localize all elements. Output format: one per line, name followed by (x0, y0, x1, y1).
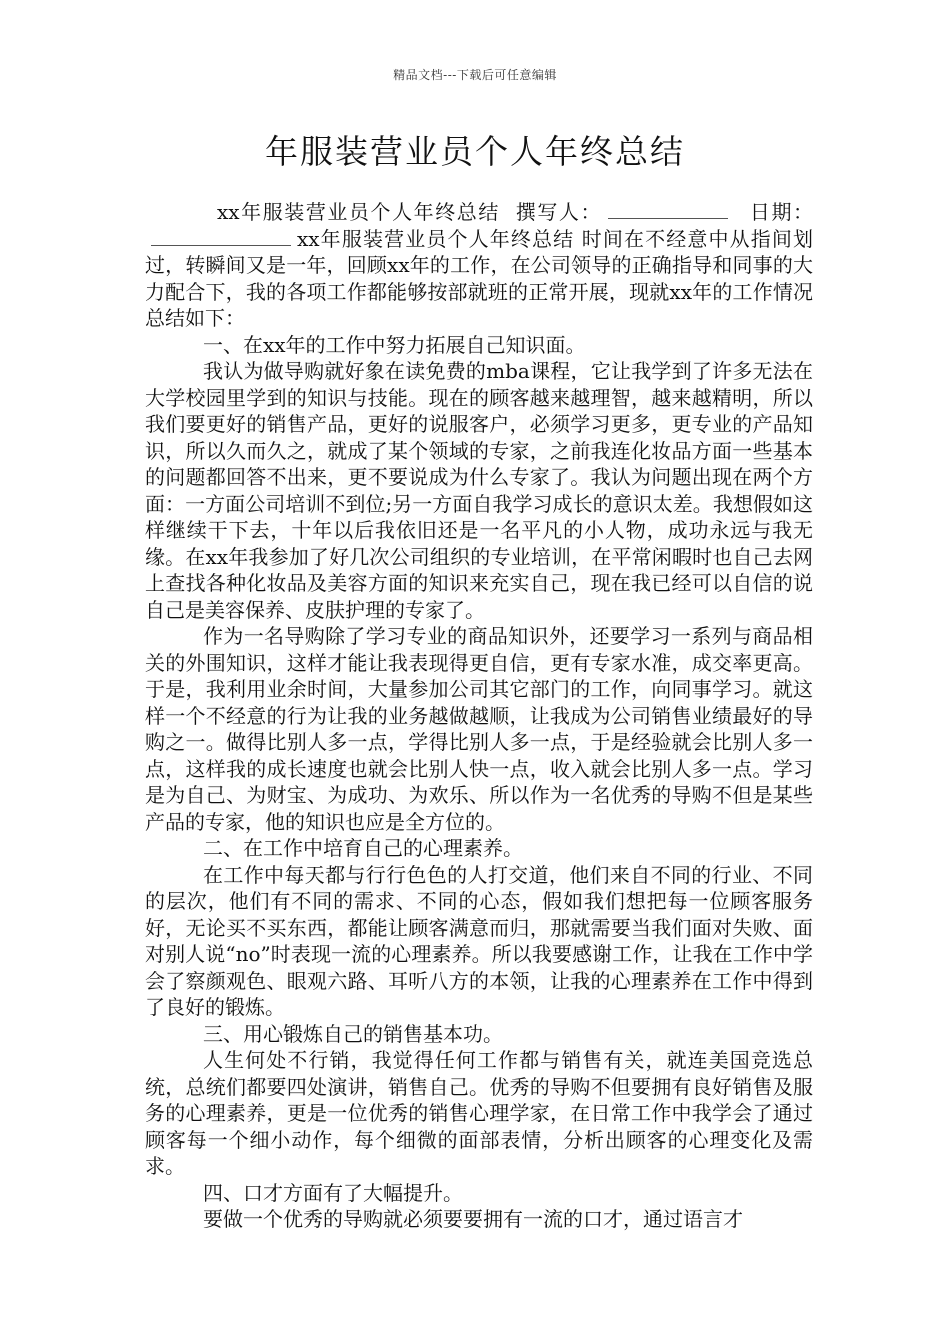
section-heading: 三、用心锻炼自己的销售基本功。 (203, 1021, 503, 1046)
section-heading: 二、在工作中培育自己的心理素养。 (203, 836, 523, 860)
date-label: 日期： (749, 200, 814, 224)
paragraph-list (145, 332, 813, 1233)
lead-text: xx年服装营业员个人年终总结 时间在不经意中从指间划过，转瞬间又是一年，回顾xx年的工作，在公司领导的正确指导和同事的大力配合下，我的各项工作都能够按部就班的正常开展，现就xx年的工作情况总结如下： (145, 226, 813, 330)
author-blank (608, 200, 728, 219)
document-body (145, 199, 813, 1233)
body-paragraph: 要做一个优秀的导购就必须要要拥有一流的口才，通过语言才 (203, 1207, 743, 1231)
body-paragraph: 我认为做导购就好象在读免费的mba课程，它让我学到了许多无法在大学校园里学到的知识与技能。现在的顾客越来越理智，越来越精明，所以我们要更好的销售产品，更好的说服客户，必须学习更多，更专业的产品知识，所以久而久之，就成了某个领域的专家，之前我连化妆品方面一些基本的问题都回答不出来，更不要说成为什么专家了。我认为问题出现在两个方面：一方面公司培训不到位;另一方面自我学习成长的意识太差。我想假如这样继续干下去，十年以后我依旧还是一名平凡的小人物，成功永远与我无缘。在xx年我参加了好几次公司组织的专业培训，在平常闲暇时也自己去网上查找各种化妆品及美容方面的知识来充实自己，现在我已经可以自信的说自己是美容保养、皮肤护理的专家了。 (145, 359, 813, 622)
meta-line (145, 199, 813, 332)
author-label: 撰写人： (515, 200, 603, 224)
body-paragraph: 人生何处不行销，我觉得任何工作都与销售有关，就连美国竞选总统，总统们都要四处演讲，销售自己。优秀的导购不但要拥有良好销售及服务的心理素养，更是一位优秀的销售心理学家，在日常工作中我学会了通过顾客每一个细小动作，每个细微的面部表情，分析出顾客的心理变化及需求。 (145, 1048, 813, 1178)
intro-title: xx年服装营业员个人年终总结 (217, 200, 500, 224)
document-title: 年服装营业员个人年终总结 (265, 132, 685, 171)
section-heading: 四、口才方面有了大幅提升。 (203, 1180, 463, 1205)
date-blank (151, 227, 291, 246)
section-heading: 一、在xx年的工作中努力拓展自己知识面。 (203, 332, 586, 357)
header-note: 精品文档---下载后可任意编辑 (393, 68, 557, 82)
body-paragraph: 作为一名导购除了学习专业的商品知识外，还要学习一系列与商品相关的外围知识，这样才能让我表现得更自信，更有专家水准，成交率更高。于是，我利用业余时间，大量参加公司其它部门的工作，向同事学习。就这样一个不经意的行为让我的业务越做越顺，让我成为公司销售业绩最好的导购之一。做得比别人多一点，学得比别人多一点，于是经验就会比别人多一点，这样我的成长速度也就会比别人快一点，收入就会比别人多一点。学习是为自己、为财宝、为成功、为欢乐、所以作为一名优秀的导购不但是某些产品的专家，他的知识也应是全方位的。 (145, 624, 813, 834)
body-paragraph: 在工作中每天都与行行色色的人打交道，他们来自不同的行业、不同的层次，他们有不同的需求、不同的心态，假如我们想把每一位顾客服务好，无论买不买东西，都能让顾客满意而归，那就需要当我们面对失败、面对别人说“no”时表现一流的心理素养。所以我要感谢工作，让我在工作中学会了察颜观色、眼观六路、耳听八方的本领，让我的心理素养在工作中得到了良好的锻炼。 (145, 862, 813, 1019)
